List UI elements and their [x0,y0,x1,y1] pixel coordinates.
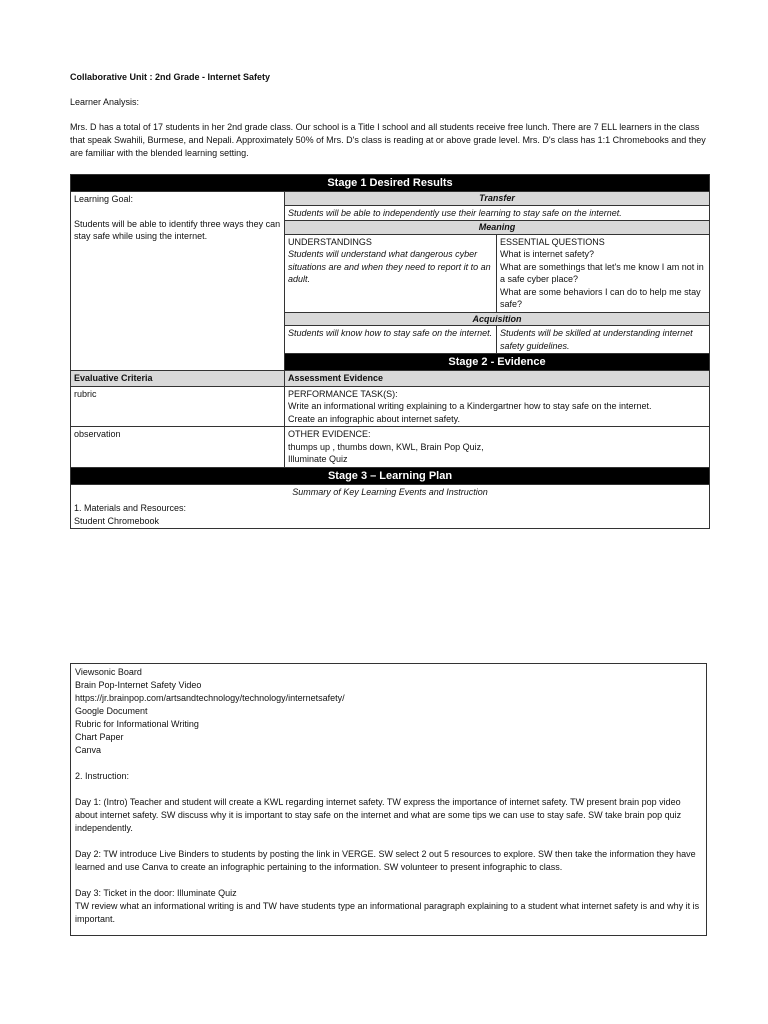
essential-question: What are some behaviors I can do to help me stay safe? [500,286,701,309]
understandings-text: Students will understand what dangerous cyber situations are and when they need to report it to an adult. [288,249,491,284]
performance-task-line: Create an infographic about internet safety. [288,413,460,424]
meaning-label: Meaning [285,221,710,235]
acquisition-skilled: Students will be skilled at understanding internet safety guidelines. [497,326,710,354]
essential-question: What is internet safety? [500,249,595,259]
other-evidence-label: OTHER EVIDENCE: [288,429,371,439]
stage2-heading: Stage 2 - Evidence [285,354,710,371]
materials-item: Brain Pop-Internet Safety Video [75,680,202,690]
assessment-evidence-header: Assessment Evidence [285,371,710,387]
other-evidence-line: thumps up , thumbs down, KWL, Brain Pop Quiz, [288,441,484,452]
materials-item: Viewsonic Board [75,667,142,677]
materials-item: Canva [75,745,102,755]
understandings-label: UNDERSTANDINGS [288,236,372,247]
materials-item: Student Chromebook [74,515,160,526]
ubd-table [70,174,710,529]
day2-instruction: Day 2: TW introduce Live Binders to students by posting the link in VERGE. SW select 2 out 5 resources to explore. SW then take the information they have learned and use Canva to create an infographic pertaining to the information. SW volunteer to present infographic to class. [75,849,696,872]
materials-list [75,666,702,757]
day3-title: Day 3: Ticket in the door: Illuminate Quiz [75,888,237,898]
criteria-rubric: rubric [71,386,285,427]
acquisition-know: Students will know how to stay safe on the internet. [285,326,497,354]
learner-analysis-text: Mrs. D has a total of 17 students in her 2nd grade class. Our school is a Title I school and all students receive free lunch. There are 7 ELL learners in the class that speak Swahili, Burmese, and Nepali. Approximately 50% of Mrs. D's class is reading at or above grade level. Mrs. D's class has 1:1 Chromebooks and they are familiar with the blended learning setting. [70,122,706,158]
other-evidence-cell [285,427,710,468]
essential-question: What are somethings that let's me know I am not in a safe cyber place? [500,261,704,284]
materials-item: Google Document [75,706,148,716]
stage1-heading: Stage 1 Desired Results [71,175,710,192]
evaluative-criteria-header: Evaluative Criteria [71,371,285,387]
learning-plan-cell [71,484,710,529]
materials-item: Chart Paper [75,732,124,742]
day3-instruction: TW review what an informational writing is and TW have students type an informational paragraph explaining to a student what internet safety is and why it is important. [75,901,700,924]
materials-link[interactable]: https://jr.brainpop.com/artsandtechnology/technology/internetsafety/ [75,693,345,703]
learning-goal-text: Students will be able to identify three ways they can stay safe while using the internet. [74,218,281,241]
criteria-observation: observation [71,427,285,468]
transfer-text: Students will be able to independently use their learning to stay safe on the internet. [285,205,710,221]
learner-analysis-label: Learner Analysis: [70,97,140,107]
acquisition-label: Acquisition [285,312,710,326]
materials-label: 1. Materials and Resources: [74,503,187,513]
transfer-label: Transfer [285,192,710,206]
learning-goal-label: Learning Goal: [74,194,134,204]
instruction-label: 2. Instruction: [75,771,130,781]
document-title: Collaborative Unit : 2nd Grade - Internet Safety [70,72,271,82]
other-evidence-line: Illuminate Quiz [288,454,348,464]
understandings-cell [285,234,497,312]
materials-item: Rubric for Informational Writing [75,719,199,729]
essential-questions-cell [497,234,710,312]
essential-questions-label: ESSENTIAL QUESTIONS [500,236,605,247]
day1-instruction: Day 1: (Intro) Teacher and student will create a KWL regarding internet safety. TW express the importance of internet safety. TW present brain pop video about internet safety. SW discuss why it is important to stay safe on the internet and what are some tips we can use to stay safe. SW take brain pop quiz independently. [75,797,682,833]
learning-plan-summary: Summary of Key Learning Events and Instruction [292,486,488,497]
learning-plan-continuation [70,663,707,936]
learning-goal-cell [71,192,285,371]
stage3-heading: Stage 3 – Learning Plan [71,467,710,484]
performance-task-line: Write an informational writing explaining to a Kindergartner how to stay safe on the internet. [288,401,652,411]
performance-task-label: PERFORMANCE TASK(S): [288,388,398,399]
performance-task-cell [285,386,710,427]
